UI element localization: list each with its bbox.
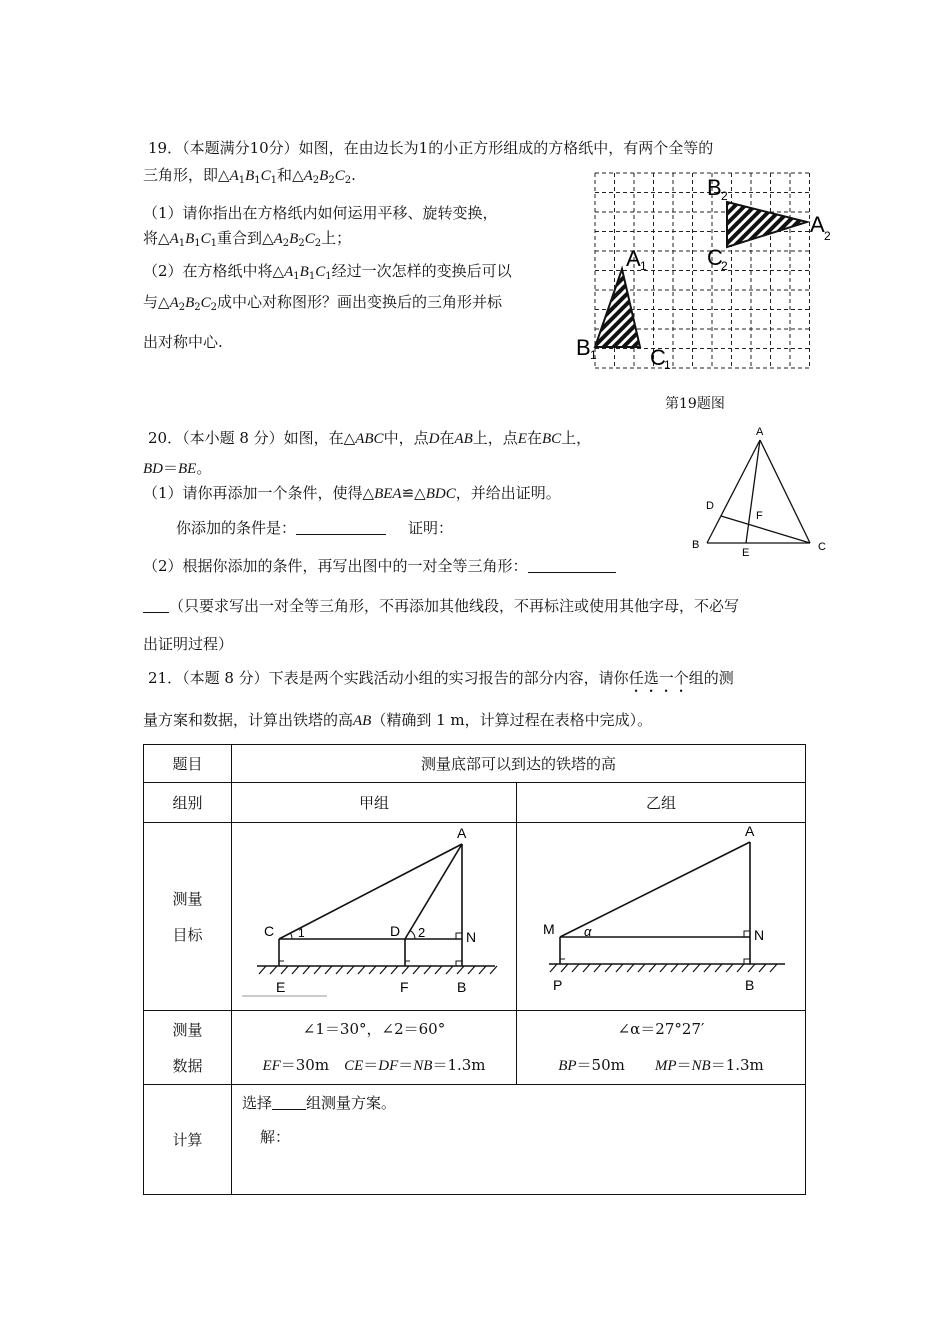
q19-number: 19．: [148, 139, 183, 157]
q20-l1a: （本小题 8 分）如图，在△: [182, 429, 356, 447]
q20-number: 20．: [148, 429, 183, 447]
ground-hatch: [572, 964, 579, 972]
tri-label-a: A: [756, 426, 764, 438]
q20-e: E: [517, 431, 527, 447]
q19-part1a: （1）请你指出在方格纸内如何运用平移、旋转变换，: [143, 204, 498, 222]
ground-hatch: [748, 964, 755, 972]
tri-label-b: B: [692, 539, 700, 551]
q20-part2-end: 出证明过程）: [143, 635, 234, 653]
ground-hatch: [468, 966, 475, 974]
group-b: 乙组: [517, 783, 806, 823]
fig-a-angle2: 2: [418, 924, 426, 940]
data-label-1: 测量: [172, 1020, 203, 1039]
fig-a-label-e: E: [276, 978, 286, 995]
target-label-1: 测量: [172, 889, 203, 908]
q20-mid4: 在: [526, 429, 542, 447]
ground-hatch: [649, 964, 656, 972]
q20-ab: AB: [454, 431, 473, 447]
data-a: [232, 1011, 517, 1085]
triangle-a1b1c1: [595, 269, 640, 347]
fig-a-label-n: N: [466, 928, 477, 945]
q21-line1: [148, 668, 734, 696]
q19-part1b-mid: 重合到: [217, 229, 263, 247]
q19-tri1-c: C: [260, 168, 271, 184]
fig-b-label-p: P: [553, 976, 563, 993]
label-b1: B: [576, 335, 591, 360]
ground-hatch: [737, 964, 744, 972]
q20-bd: BD: [143, 461, 163, 477]
ground-hatch: [303, 966, 310, 974]
tri-label-e: E: [742, 547, 750, 559]
q21-number: 21．: [148, 669, 183, 687]
ground-hatch: [550, 964, 557, 972]
q21-emph: 任选一个: [628, 669, 689, 687]
q20-mid2: 在: [439, 429, 455, 447]
fig-b-label-n: N: [754, 926, 765, 943]
group-a: 甲组: [232, 783, 517, 823]
ground-hatch: [627, 964, 634, 972]
q20-mid5: 上，: [561, 429, 592, 447]
tri-label-c: C: [818, 541, 826, 553]
ground-hatch: [715, 964, 722, 972]
ground-hatch: [726, 964, 733, 972]
calc-select-end: 组测量方案。: [306, 1094, 397, 1112]
q20-part2-cont: [143, 596, 739, 616]
calc-select: [242, 1093, 805, 1113]
q21-l2end: （精确到 1 m，计算过程在表格中完成）。: [371, 711, 653, 729]
q20-mid3: 上，点: [472, 429, 518, 447]
q19-tri1-b-sub: 1: [254, 175, 261, 186]
q20-p1pre: （1）请你再添加一个条件，使得△: [143, 484, 375, 502]
q19-part2a-end: 经过一次怎样的变换后可以: [331, 262, 512, 280]
q20-part2: [143, 556, 616, 576]
topic-label: 题目: [144, 745, 232, 783]
data-b-angle: ∠α＝27°27′: [617, 1020, 705, 1038]
q19-part2c: 出对称中心.: [143, 333, 223, 351]
q20-eq: ＝: [163, 459, 179, 477]
q20-bdc: BDC: [425, 486, 456, 502]
q20-part2-blank[interactable]: [528, 558, 616, 573]
q19-and: 和: [277, 166, 293, 184]
label-c2-sub: 2: [721, 259, 728, 273]
tri-label-d: D: [706, 500, 714, 512]
ground-hatch: [424, 966, 431, 974]
q20-cond-line: [176, 518, 453, 538]
ground-hatch: [490, 966, 497, 974]
tower-figure-a: [232, 824, 515, 1010]
fig-a-label-d: D: [390, 922, 401, 939]
ground-hatch: [369, 966, 376, 974]
q20-proof-label: 证明：: [408, 519, 454, 537]
ground-hatch: [561, 964, 568, 972]
label-a1-sub: 1: [640, 259, 647, 273]
q19-part2a-pre: （2）在方格纸中将: [143, 262, 273, 280]
q20-abc: ABC: [355, 431, 384, 447]
calc-label: 计算: [144, 1085, 232, 1195]
q20-be: BE: [178, 461, 197, 477]
q19-tri2-a: A: [303, 168, 313, 184]
table-stub-mid: [502, 822, 532, 823]
q20-part1: [143, 483, 561, 504]
row-calc: [144, 1085, 806, 1195]
fig-b-label-m: M: [543, 920, 555, 937]
side-ac: [760, 440, 810, 543]
q20-triangle-figure: [680, 420, 840, 565]
q19-tri1-a: A: [229, 168, 239, 184]
q19-line2-prefix: 三角形，即: [143, 166, 219, 184]
q20-cond-label: 你添加的条件是：: [176, 519, 297, 537]
ground-hatch: [347, 966, 354, 974]
label-a1: A: [626, 246, 641, 271]
target-label-2: 目标: [172, 925, 203, 944]
ground-hatch: [671, 964, 678, 972]
data-b-lengths: BP＝50m MP＝NB＝1.3m: [558, 1056, 764, 1074]
ground-hatch: [325, 966, 332, 974]
ground-hatch: [270, 966, 277, 974]
calc-area[interactable]: [232, 1085, 806, 1195]
ground-hatch: [605, 964, 612, 972]
q19-part1b-end: 上；: [321, 229, 352, 247]
fig-a-label-b: B: [457, 978, 467, 995]
ground-hatch: [682, 964, 689, 972]
fig-a-angle1: 1: [298, 925, 305, 940]
line-ma: [560, 842, 750, 937]
table-stub-right: [787, 822, 805, 823]
calc-solve: 解：: [260, 1128, 291, 1146]
row-group: [144, 783, 806, 823]
q20-part2-text: （2）根据你添加的条件，再写出图中的一对全等三角形：: [143, 557, 528, 575]
row-target: [144, 823, 806, 1011]
ground-hatch: [594, 964, 601, 972]
q20-line2: [143, 458, 211, 479]
row-topic: [144, 745, 806, 783]
q19-tri1-b: B: [245, 168, 255, 184]
q20-bc: BC: [541, 431, 562, 447]
data-label-2: 数据: [172, 1056, 203, 1075]
q21-l2pre: 量方案和数据，计算出铁塔的高: [143, 711, 354, 729]
ground-hatch: [435, 966, 442, 974]
q20-part2-blank2[interactable]: [143, 598, 169, 613]
ground-hatch: [380, 966, 387, 974]
data-a-lengths: EF＝30m CE＝DF＝NB＝1.3m: [262, 1056, 486, 1074]
q20-line1: [148, 428, 591, 449]
data-a-angles: ∠1＝30°，∠2＝60°: [302, 1020, 446, 1038]
q19-header: （本题满分10分）如图，在由边长为1的小正方形组成的方格纸中，有两个全等的: [182, 139, 714, 157]
report-table: [143, 744, 806, 1195]
q19-tri2-c: C: [334, 168, 345, 184]
q19-part2b-end: 成中心对称图形？画出变换后的三角形并标: [217, 293, 503, 311]
ground-hatch: [413, 966, 420, 974]
q20-bea: BEA: [374, 486, 402, 502]
tri-label-f: F: [756, 510, 763, 522]
ground-hatch: [281, 966, 288, 974]
fig-a-label-c: C: [264, 922, 275, 939]
ground-hatch: [446, 966, 453, 974]
fig-b-alpha: α: [584, 923, 592, 939]
fig-a-label-a: A: [457, 824, 467, 841]
ground-hatch: [693, 964, 700, 972]
q20-p1end: ，并给出证明。: [455, 484, 561, 502]
ground-hatch: [638, 964, 645, 972]
ground-hatch: [770, 964, 777, 972]
group-label: 组别: [144, 783, 232, 823]
label-a2: A: [810, 212, 825, 237]
side-ab: [707, 440, 760, 543]
q19-tri1-a-sub: 1: [238, 175, 246, 186]
q20-d: D: [428, 431, 440, 447]
label-c1-sub: 1: [664, 358, 671, 372]
label-b2: B: [707, 175, 722, 200]
target-figure-b: [517, 823, 806, 1011]
label-b1-sub: 1: [590, 348, 597, 362]
q19-part2a: （2）在方格纸中将$\triangle A_1B_1C_1$经过一次怎样的变换后可以: [143, 262, 512, 282]
ground-hatch: [759, 964, 766, 972]
ground-hatch: [402, 966, 409, 974]
q19-part1b-pre: 将: [143, 229, 159, 247]
q20-mid1: 中，点: [383, 429, 429, 447]
target-figure-a: [232, 823, 517, 1011]
fig-a-label-f: F: [400, 978, 409, 995]
ground-hatch: [583, 964, 590, 972]
q19-grid-figure: [570, 160, 840, 385]
fig-b-label-b: B: [745, 976, 755, 993]
q19-line2: 三角形，即$\triangle A_1B_1C_1$和$\triangle A_2B_2C_2$.: [143, 166, 356, 186]
label-c2: C: [707, 245, 723, 270]
q19-tri2-b: B: [319, 168, 329, 184]
ground-hatch: [391, 966, 398, 974]
q20-part2-cont-text: （只要求写出一对全等三角形，不再添加其他线段，不再标注或使用其他字母，不必写: [169, 597, 740, 615]
q19-tri2-b-sub: 2: [328, 175, 335, 186]
q20-cond-blank[interactable]: [296, 520, 386, 535]
q19-part2b-pre: 与: [143, 293, 159, 311]
ground-hatch: [704, 964, 711, 972]
q21-ab: AB: [353, 713, 372, 729]
calc-group-blank[interactable]: [272, 1095, 306, 1110]
q20-cong: ≌△: [401, 484, 426, 502]
ground-hatch: [616, 964, 623, 972]
target-label: [144, 823, 232, 1011]
triangle-a2b2c2: [727, 202, 807, 247]
q19-part2b: 与$\triangle A_2B_2C_2$成中心对称图形？画出变换后的三角形并标: [143, 293, 503, 313]
q21-l1pre: （本题 8 分）下表是两个实践活动小组的实习报告的部分内容，请你: [182, 669, 629, 687]
fig-b-label-a: A: [745, 823, 755, 839]
table-stub-left: [231, 822, 245, 823]
ground-hatch: [259, 966, 266, 974]
q19-tri2-a-sub: 2: [312, 175, 320, 186]
ground-hatch: [457, 966, 464, 974]
q21-line2: [143, 710, 652, 731]
ground-hatch: [336, 966, 343, 974]
ground-hatch: [660, 964, 667, 972]
line-ca: [279, 844, 462, 939]
label-a2-sub: 2: [824, 229, 831, 243]
q19-part1b: 将$\triangle A_1B_1C_1$重合到$\triangle A_2B_2C_2$上；: [143, 229, 352, 249]
label-b2-sub: 2: [721, 189, 728, 203]
data-b: [517, 1011, 806, 1085]
ground-hatch: [479, 966, 486, 974]
tower-figure-b: [517, 824, 804, 1010]
q21-l1end: 组的测: [688, 669, 734, 687]
q20-l2end: 。: [196, 459, 212, 477]
q19-line1: [148, 138, 713, 158]
segment-dc: [721, 516, 810, 543]
calc-select-pre: 选择: [242, 1094, 273, 1112]
q19-figure-caption: 第19题图: [665, 396, 725, 412]
ground-hatch: [314, 966, 321, 974]
row-data: [144, 1011, 806, 1085]
q19-tri1-c-sub: 1: [270, 175, 278, 186]
ground-hatch: [292, 966, 299, 974]
ground-hatch: [358, 966, 365, 974]
label-c1: C: [650, 345, 666, 370]
q19-end: .: [351, 166, 356, 184]
q19-tri2-c-sub: 2: [344, 175, 352, 186]
data-label: [144, 1011, 232, 1085]
topic-value: 测量底部可以到达的铁塔的高: [232, 745, 806, 783]
